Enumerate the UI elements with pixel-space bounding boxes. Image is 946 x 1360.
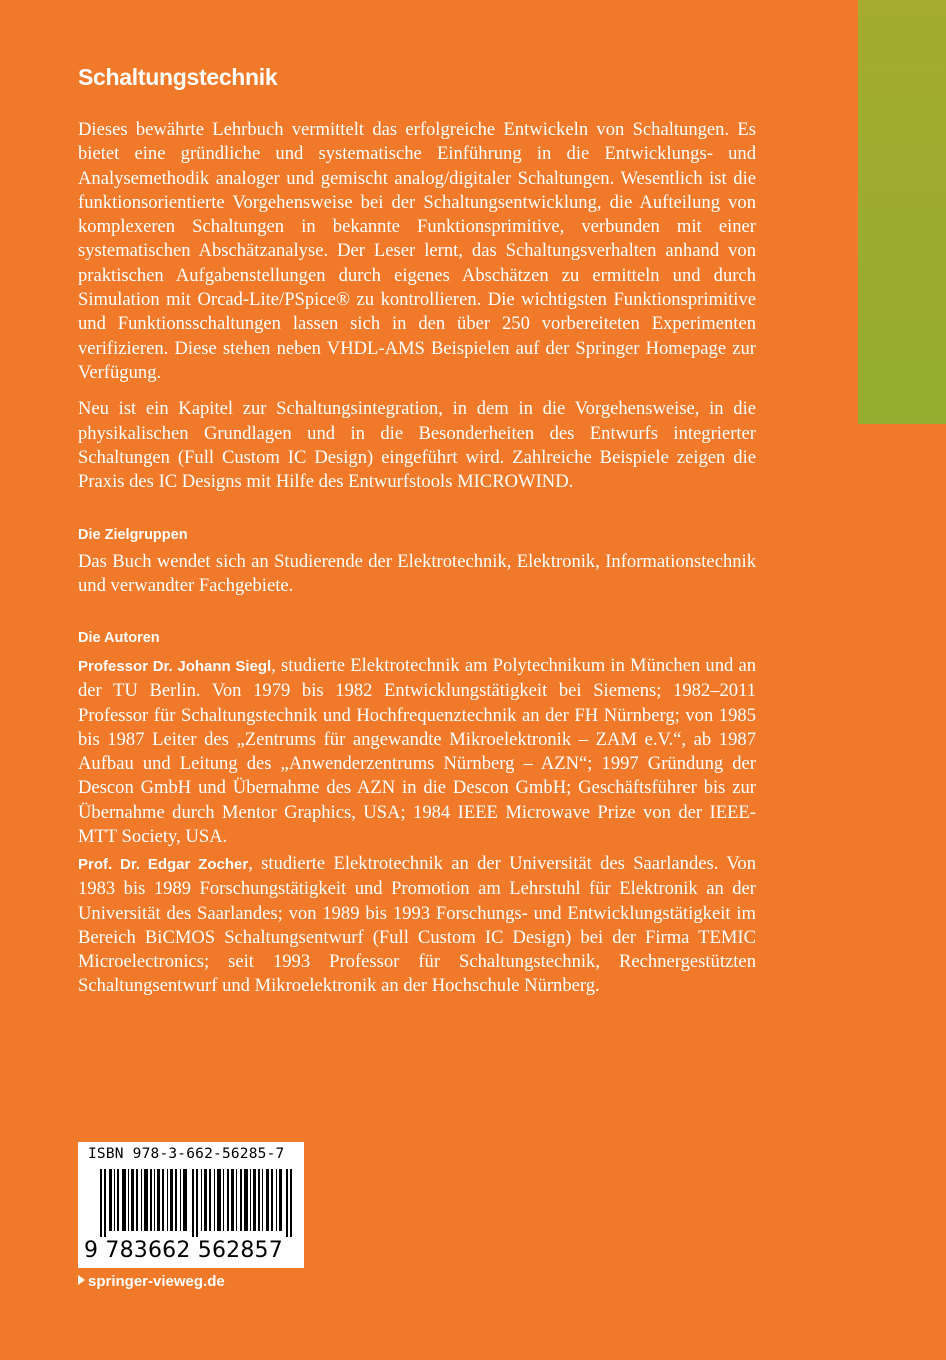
- publisher-website[interactable]: [78, 1273, 225, 1290]
- author2-bio: [78, 852, 756, 999]
- isbn-barcode-box: [78, 1142, 304, 1268]
- book-title: Schaltungstechnik: [78, 64, 278, 90]
- target-text: Das Buch wendet sich an Studierende der Elektrotechnik, Elektronik, Informationstechnik und verwandter Fachgebiete.: [78, 551, 756, 597]
- author1-bio: [78, 654, 756, 849]
- isbn-number: ISBN 978-3-662-56285-7: [88, 1146, 285, 1162]
- authors-heading: Die Autoren: [78, 630, 160, 646]
- intro-paragraph-2: Neu ist ein Kapitel zur Schaltungsintegration, in dem in die Vorgehensweise, in die physikalischen Grundlagen und in die Besonderheiten des Entwurfs integrierter Schaltungen (Full Custom IC Design) eingeführt wird. Zahlreiche Beispiele zeigen die Praxis des IC Designs mit Hilfe des Entwurfstools MICROWIND.: [78, 398, 756, 493]
- author1-name: Professor Dr. Johann Siegl: [78, 658, 272, 675]
- target-heading: Die Zielgruppen: [78, 527, 188, 543]
- author2-name: Prof. Dr. Edgar Zocher: [78, 856, 249, 873]
- barcode-icon: [100, 1169, 292, 1237]
- intro-block: [78, 118, 756, 494]
- green-side-bar: [858, 0, 946, 424]
- website-label: springer-vieweg.de: [88, 1273, 225, 1290]
- barcode-digits: 9 783662 562857: [84, 1238, 283, 1263]
- author1-text: , studierte Elektrotechnik am Polytechnikum in München und an der TU Berlin. Von 1979 bis 1982 Entwicklungstätigkeit bei Siemens; 1982–2011 Professor für Schaltungstechnik und Hochfrequenztechnik an der FH Nürnberg; von 1985 bis 1987 Leiter des „Zentrums für angewandte Mikroelektronik – ZAM e.V.“, ab 1987 Aufbau und Leitung des „Anwenderzentrums Nürnberg – AZN“; 1997 Gründung der Descon GmbH und Übernahme des AZN in die Descon GmbH; Geschäftsführer bis zur Übernahme durch Mentor Graphics, USA; 1984 IEEE Microwave Prize von der IEEE-MTT Society, USA.: [78, 655, 756, 848]
- author2-text: , studierte Elektrotechnik an der Universität des Saarlandes. Von 1983 bis 1989 Forschungstätigkeit und Promotion am Lehrstuhl für Elektronik an der Universität des Saarlandes; von 1989 bis 1993 Forschungs- und Entwicklungstätigkeit im Bereich BiCMOS Schaltungsentwurf (Full Custom IC Design) bei der Firma TEMIC Microelectronics; seit 1993 Professor für Schaltungstechnik, Rechnergestützten Schaltungsentwurf und Mikroelektronik an der Hochschule Nürnberg.: [78, 853, 756, 997]
- arrow-right-icon: [78, 1275, 85, 1285]
- intro-paragraph-1: Dieses bewährte Lehrbuch vermittelt das erfolgreiche Entwickeln von Schaltungen. Es bietet eine gründliche und systematische Einführung in die Entwicklungs- und Analysemethodik analoger und gemischt analog/digitaler Schaltungen. Wesentlich ist die funktionsorientierte Vorgehensweise bei der Schaltungsentwicklung, die Aufteilung von komplexeren Schaltungen in bekannte Funktionsprimitive, verbunden mit einer systematischen Abschätzanalyse. Der Leser lernt, das Schaltungsverhalten anhand von praktischen Aufgabenstellungen durch eigenes Abschätzen zu ermitteln und durch Simulation mit Orcad-Lite/PSpice® zu kontrollieren. Die wichtigsten Funktionsprimitive und Funktionsschaltungen lassen sich in den über 250 vorbereiteten Experimenten verifizieren. Diese stehen neben VHDL-AMS Beispielen auf der Springer Homepage zur Verfügung.: [78, 119, 756, 383]
